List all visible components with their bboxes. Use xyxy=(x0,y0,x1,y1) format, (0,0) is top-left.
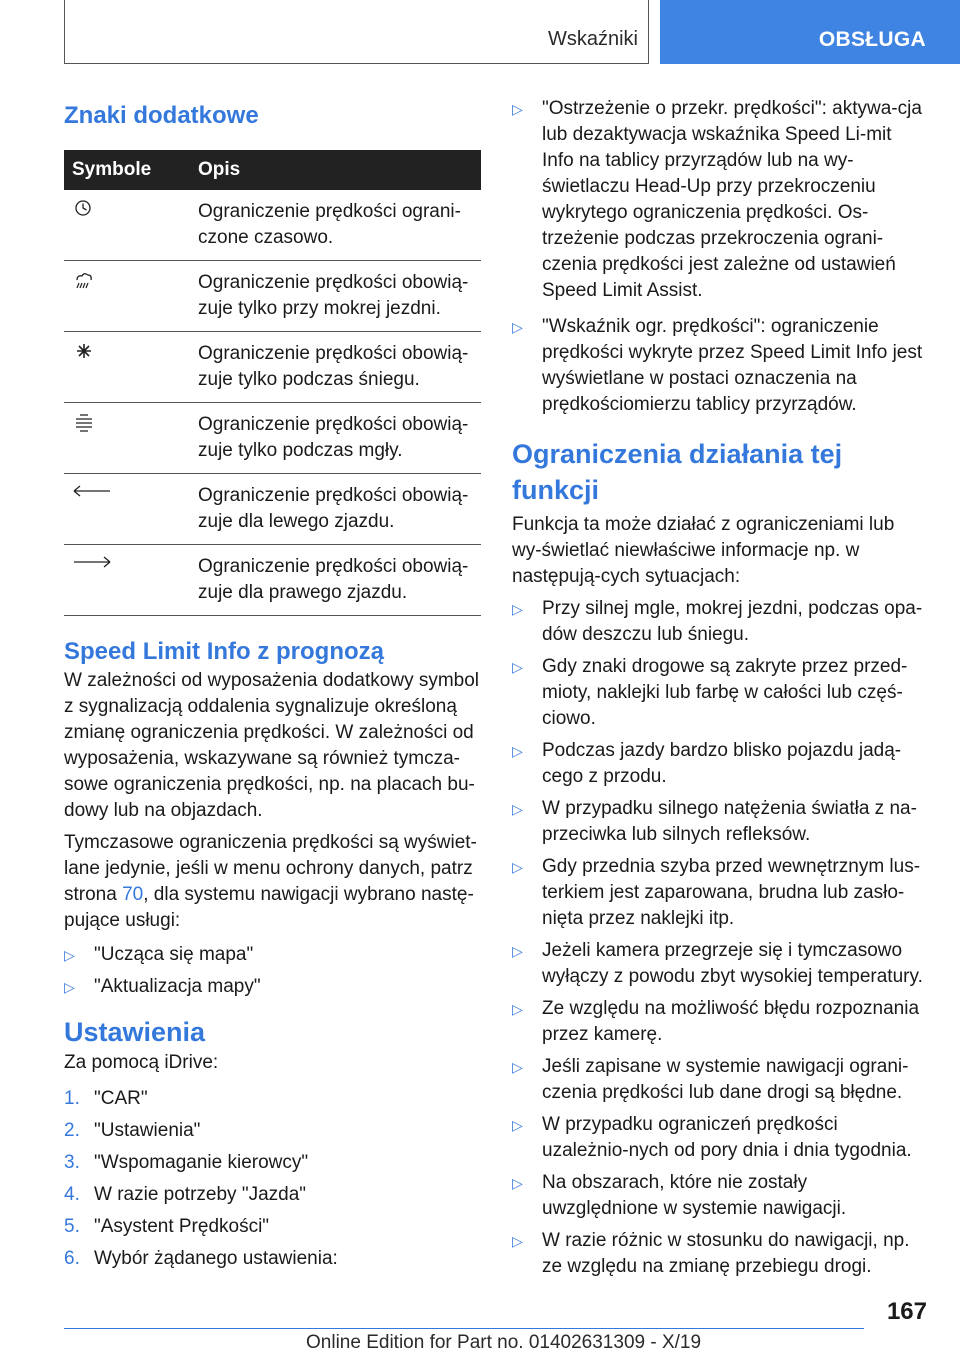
list-item: ▷ W przypadku silnego natężenia światła z na-przeciwka lub silnych refleksów. xyxy=(512,798,917,845)
arrow-right-icon xyxy=(72,554,112,580)
list-item: 6. Wybór żądanego ustawienia: xyxy=(64,1248,338,1269)
triangle-bullet-icon: ▷ xyxy=(64,947,75,963)
snowflake-icon xyxy=(72,341,112,367)
table-row-text: Ograniczenie prędkości obowią-zuje tylko podczas mgły. xyxy=(184,403,481,474)
paragraph-idrive: Za pomocą iDrive: xyxy=(64,1052,219,1073)
page-number: 167 xyxy=(886,1298,927,1325)
list-item: 3. "Wspomaganie kierowcy" xyxy=(64,1152,309,1173)
footer-divider xyxy=(64,1328,864,1329)
clock-icon xyxy=(72,199,112,225)
triangle-bullet-icon: ▷ xyxy=(512,801,523,817)
list-item: ▷ Jeżeli kamera przegrzeje się i tymczasowo wyłączy z powodu zbyt wysokiej temperatury. xyxy=(512,940,923,987)
table-row-text: Ograniczenie prędkości obowią-zuje dla prawego zjazdu. xyxy=(184,545,481,616)
list-item: ▷ Jeśli zapisane w systemie nawigacji ograni-czenia prędkości lub dane drogi są błędne. xyxy=(512,1056,909,1103)
triangle-bullet-icon: ▷ xyxy=(512,1175,523,1191)
arrow-left-icon xyxy=(72,483,112,509)
symbols-table xyxy=(64,150,481,616)
section-title-limitations: Ograniczenia działania tej funkcji xyxy=(512,439,843,505)
list-item: ▷ Gdy przednia szyba przed wewnętrznym lus-terkiem jest zaparowana, brudna lub zasło-nięta przez naklejki itp. xyxy=(512,856,921,929)
triangle-bullet-icon: ▷ xyxy=(512,659,523,675)
triangle-bullet-icon: ▷ xyxy=(512,943,523,959)
list-item: 4. W razie potrzeby "Jazda" xyxy=(64,1184,307,1205)
header-section-title: Wskaźniki xyxy=(547,28,638,50)
list-item: ▷ Gdy znaki drogowe są zakryte przez przed-mioty, naklejki lub farbę w całości lub częś-ciowo. xyxy=(512,656,908,729)
settings-options-list xyxy=(512,96,928,418)
triangle-bullet-icon: ▷ xyxy=(512,1233,523,1249)
list-item: ▷ Przy silnej mgle, mokrej jezdni, podczas opa-dów deszczu lub śniegu. xyxy=(512,598,923,645)
settings-steps xyxy=(64,1086,481,1272)
table-row xyxy=(64,332,481,403)
table-row xyxy=(64,474,481,545)
table-row-text: Ograniczenie prędkości obowią-zuje dla lewego zjazdu. xyxy=(184,474,481,545)
triangle-bullet-icon: ▷ xyxy=(512,101,523,117)
paragraph-temporary-limits: Tymczasowe ograniczenia prędkości są wyświet-lane jedynie, jeśli w menu ochrony danych, patrz strona 70, dla systemu nawigacji wybrano nastę-pujące usługi: xyxy=(64,832,477,931)
header-chapter-label: OBSŁUGA xyxy=(818,28,926,51)
table-row xyxy=(64,190,481,261)
header-section-box xyxy=(64,0,649,64)
triangle-bullet-icon: ▷ xyxy=(512,1117,523,1133)
page-link-70[interactable]: 70 xyxy=(122,884,144,905)
rain-cloud-icon xyxy=(72,270,112,296)
list-item: ▷ "Aktualizacja mapy" xyxy=(64,974,481,1000)
header-chapter-tab[interactable] xyxy=(660,0,960,64)
triangle-bullet-icon: ▷ xyxy=(64,979,75,995)
list-item: ▷ Ze względu na możliwość błędu rozpoznania przez kamerę. xyxy=(512,998,920,1045)
fog-icon xyxy=(72,412,112,438)
services-list xyxy=(64,942,481,1000)
triangle-bullet-icon: ▷ xyxy=(512,743,523,759)
right-column xyxy=(512,96,928,1286)
list-item: ▷ W razie różnic w stosunku do nawigacji, np. ze względu na zmianę przebiegu drogi. xyxy=(512,1230,910,1277)
list-item: 2. "Ustawienia" xyxy=(64,1120,201,1141)
triangle-bullet-icon: ▷ xyxy=(512,859,523,875)
table-row-text: Ograniczenie prędkości obowią-zuje tylko przy mokrej jezdni. xyxy=(184,261,481,332)
left-column xyxy=(64,100,481,1278)
list-item: 5. "Asystent Prędkości" xyxy=(64,1216,270,1237)
section-title-speed-limit-forecast: Speed Limit Info z prognozą xyxy=(64,638,384,665)
table-row xyxy=(64,403,481,474)
paragraph-limitations-intro: Funkcja ta może działać z ograniczeniami lub wy-świetlać niewłaściwe informacje np. w następują-cych sytuacjach: xyxy=(512,514,895,587)
triangle-bullet-icon: ▷ xyxy=(512,1001,523,1017)
list-item: ▷ "Ostrzeżenie o przekr. prędkości": aktywa-cja lub dezaktywacja wskaźnika Speed Li-mit Info na tablicy przyrządów lub na wy-świetlaczu Head-Up przy przekroczeniu wykrytego ograniczenia prędkości. Os-trzeżenie podczas przekroczenia ograni-czenia prędkości jest zależne od ustawień Speed Limit Assist. xyxy=(512,98,922,301)
table-row xyxy=(64,545,481,616)
limitations-list xyxy=(512,596,928,1280)
section-title-additional-signs: Znaki dodatkowe xyxy=(64,102,259,129)
paragraph-forecast-intro: W zależności od wyposażenia dodatkowy symbol z sygnalizacją oddalenia sygnalizuje określoną zmianę ograniczenia prędkości. W zależności od wyposażenia, wskazywane są również tymcza-sowe ograniczenia prędkości, np. na placach bu-dowy lub na objazdach. xyxy=(64,670,480,821)
triangle-bullet-icon: ▷ xyxy=(512,319,523,335)
triangle-bullet-icon: ▷ xyxy=(512,1059,523,1075)
section-title-settings: Ustawienia xyxy=(64,1017,206,1047)
list-item: ▷ Podczas jazdy bardzo blisko pojazdu jadą-cego z przodu. xyxy=(512,740,902,787)
triangle-bullet-icon: ▷ xyxy=(512,601,523,617)
list-item: ▷ "Ucząca się mapa" xyxy=(64,942,481,968)
list-item: ▷ Na obszarach, które nie zostały uwzględnione w systemie nawigacji. xyxy=(512,1172,847,1219)
footer-edition: Online Edition for Part no. 01402631309 - X/19 xyxy=(306,1332,702,1353)
table-header-row xyxy=(64,150,481,190)
list-item: ▷ "Wskaźnik ogr. prędkości": ograniczenie prędkości wykryte przez Speed Limit Info jest wyświetlane w postaci oznaczenia na prędkościomierzu tablicy przyrządów. xyxy=(512,316,923,415)
list-item: ▷ W przypadku ograniczeń prędkości uzależnio-nych od pory dnia i dnia tygodnia. xyxy=(512,1114,912,1161)
table-header-symbol: Symbole xyxy=(64,150,184,190)
table-header-description: Opis xyxy=(184,150,481,190)
list-item: 1. "CAR" xyxy=(64,1088,148,1109)
table-row-text: Ograniczenie prędkości ograni-czone czasowo. xyxy=(184,190,481,261)
table-row-text: Ograniczenie prędkości obowią-zuje tylko podczas śniegu. xyxy=(184,332,481,403)
table-row xyxy=(64,261,481,332)
